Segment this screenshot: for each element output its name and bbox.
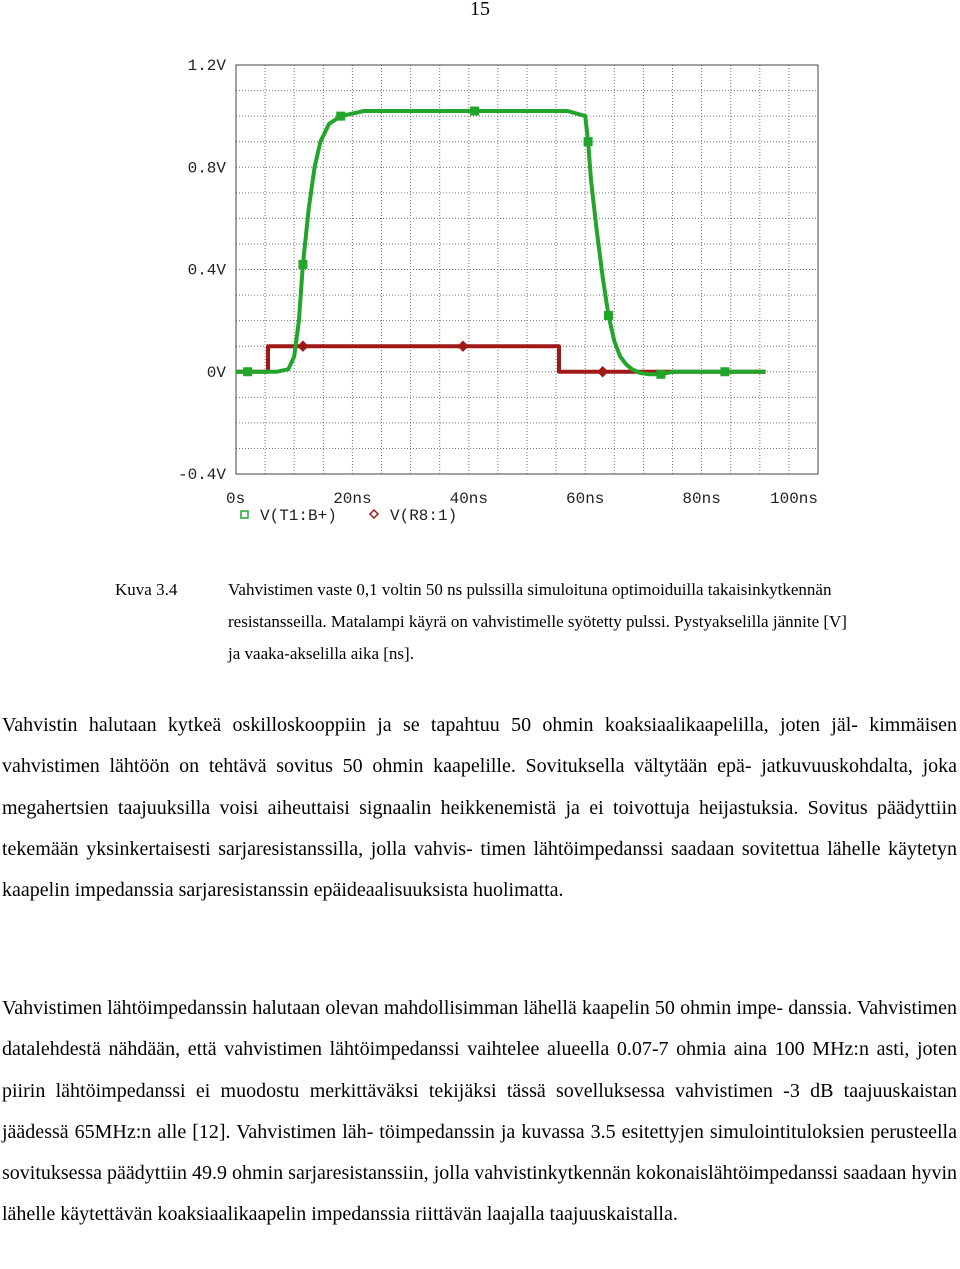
figure-caption [228, 574, 948, 670]
y-tick-label: 0.8V [187, 159, 226, 178]
x-tick-label: 100ns [769, 490, 818, 508]
x-tick-label: 20ns [333, 490, 372, 508]
data-point-marker [604, 312, 612, 320]
paragraph: Vahvistimen lähtöimpedanssin halutaan olevan mahdollisimman lähellä kaapelin 50 ohmin impe- danssia. Vahvistimen datalehdestä nähdään, että vahvistimen lähtöimpedanssi vaihtelee alueella 0.07-7 ohmia aina 100 MHz:n asti, joten piirin lähtöimpedanssi ei muodostu merkittäväksi tekijäksi tässä sovelluksessa vahvistimen -3 dB taajuuskaistan jäädessä 65MHz:n alle [12]. Vahvistimen läh- töimpedanssin ja kuvassa 3.5 esitettyjen simulointituloksien perusteella sovituksessa päädyttiin 49.9 ohmin sarjaresistanssiin, jolla vahvistinkytkennän kokonaislähtöimpedanssi saadaan hyvin lähelle käytettävän koaksiaalikaapelin impedanssia riittävän laajalla taajuuskaistalla. [2, 997, 957, 1226]
data-point-marker [721, 368, 729, 376]
figure-label: Kuva 3.4 [115, 580, 178, 599]
data-point-marker [244, 368, 252, 376]
data-point-marker [458, 341, 468, 351]
caption-line: Vahvistimen vaste 0,1 voltin 50 ns pulssilla simuloituna optimoiduilla takaisinkytkennän [228, 580, 832, 599]
caption-line: ja vaaka-akselilla aika [ns]. [228, 644, 414, 663]
legend-label: V(T1:B+) [260, 507, 337, 525]
y-tick-label: 1.2V [187, 57, 226, 75]
paragraph: Vahvistin halutaan kytkeä oskilloskooppiin ja se tapahtuu 50 ohmin koaksiaalikaapelilla, joten jäl- kimmäisen vahvistimen lähtöön on tehtävä sovitus 50 ohmin kaapelille. Sovituksella vältytään epä- jatkuvuuskohdalta, joka megahertsien taajuuksilla voisi aiheuttaisi signaalin heikkenemistä ja ei toivottuja heijastuksia. Sovitus päädyttiin tekemään yksinkertaisesti sarjaresistanssilla, jolla vahvis- timen lähtöimpedanssi saadaan sovitettua lähelle käytetyn kaapelin impedanssia sarjaresistanssin epäideaalisuuksista huolimatta. [2, 714, 957, 902]
data-point-marker [657, 370, 665, 378]
series-line-vt1 [236, 111, 766, 374]
legend-diamond-icon [370, 510, 378, 518]
chart-series [236, 107, 766, 378]
data-point-marker [471, 107, 479, 115]
legend-label: V(R8:1) [390, 507, 458, 525]
y-tick-label: -0.4V [177, 466, 226, 484]
x-tick-label: 60ns [565, 490, 605, 508]
caption-line: resistansseilla. Matalampi käyrä on vahvistimelle syötetty pulssi. Pystyakselilla jännite [V] [228, 612, 847, 631]
data-point-marker [337, 112, 345, 120]
legend-square-icon [241, 511, 248, 518]
page-number: 15 [470, 0, 490, 20]
x-tick-label: 40ns [449, 490, 489, 508]
chart-legend [241, 507, 457, 525]
series-line-vr8 [236, 346, 766, 372]
y-tick-label: 0.4V [187, 261, 226, 280]
y-tick-label: 0V [206, 363, 226, 382]
data-point-marker [598, 367, 608, 377]
simulation-chart [0, 0, 960, 540]
chart-grid [236, 65, 818, 474]
data-point-marker [298, 341, 308, 351]
x-tick-label: 0s [226, 490, 246, 508]
data-point-marker [299, 260, 307, 268]
data-point-marker [584, 138, 592, 146]
x-tick-label: 80ns [682, 490, 721, 508]
